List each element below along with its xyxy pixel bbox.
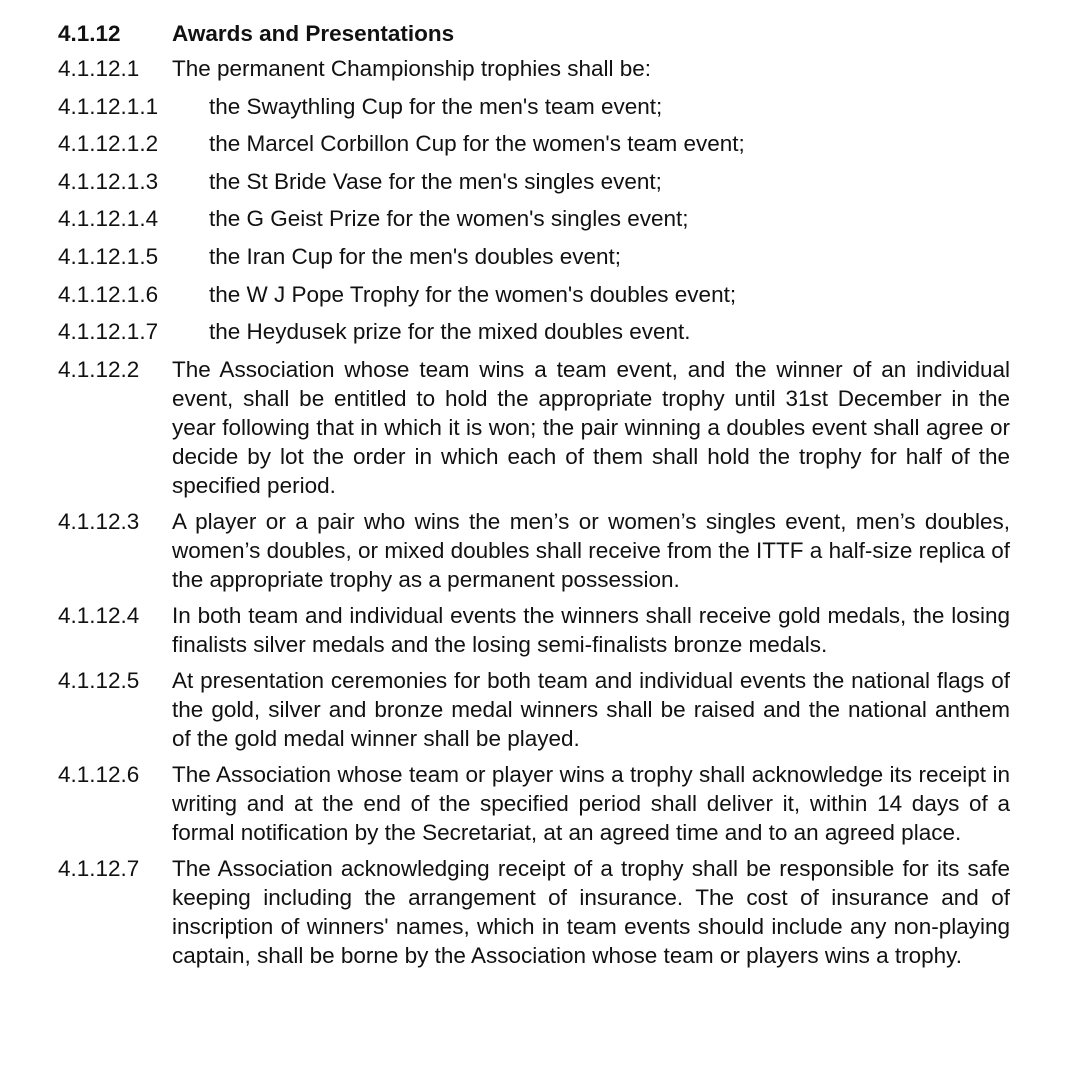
trophy-text: the St Bride Vase for the men's singles event; [209,168,662,194]
trophy-text: the Swaythling Cup for the men's team event; [209,93,663,119]
clause-paragraph [58,507,1010,594]
trophy-item [58,313,1010,351]
clause-number: 4.1.12.7 [58,855,140,881]
trophy-text: the Heydusek prize for the mixed doubles event. [209,319,691,345]
trophy-number: 4.1.12.1.6 [58,281,159,307]
trophy-number: 4.1.12.1.4 [58,206,159,232]
clause-number: 4.1.12.6 [58,761,140,787]
clause-paragraph [58,355,1010,500]
clause-paragraph [58,760,1010,847]
trophy-number: 4.1.12.1.2 [58,131,159,157]
trophy-text: the Marcel Corbillon Cup for the women's team event; [209,131,745,157]
clause-intro [58,50,1010,88]
trophy-number: 4.1.12.1.7 [58,319,159,345]
trophy-item [58,88,1010,126]
trophy-text: the W J Pope Trophy for the women's doubles event; [209,281,737,307]
trophy-text: the Iran Cup for the men's doubles event; [209,243,622,269]
section-title: Awards and Presentations [172,21,455,46]
clause-paragraph [58,854,1010,970]
clause-text: At presentation ceremonies for both team and individual events the national flags of the gold, silver and bronze medal winners shall be raised and the national anthem of the gold medal winner shall be played. [172,667,1010,751]
clause-number: 4.1.12.2 [58,356,140,382]
clause-paragraph [58,666,1010,753]
clause-text: In both team and individual events the winners shall receive gold medals, the losing finalists silver medals and the losing semi-finalists bronze medals. [172,602,1010,657]
trophy-item [58,276,1010,314]
clause-text: The Association whose team or player wins a trophy shall acknowledge its receipt in writing and at the end of the specified period shall deliver it, within 14 days of a formal notification by the Secretariat, at an agreed time and to an agreed place. [172,761,1010,845]
trophy-text: the G Geist Prize for the women's singles event; [209,206,689,232]
clause-text: The Association whose team wins a team event, and the winner of an individual event, shall be entitled to hold the appropriate trophy until 31st December in the year following that in which it is won; the pair winning a doubles event shall agree or decide by lot the order in which each of them shall hold the trophy for half of the specified period. [172,356,1010,498]
section-number: 4.1.12 [58,21,121,46]
clause-text: A player or a pair who wins the men’s or women’s singles event, men’s doubles, women’s doubles, or mixed doubles shall receive from the ITTF a half-size replica of the appropriate trophy as a permanent possession. [172,508,1010,592]
trophy-item [58,163,1010,201]
section-heading [58,18,1010,50]
clause-number: 4.1.12.4 [58,602,140,628]
trophy-item [58,125,1010,163]
clause-number: 4.1.12.5 [58,667,140,693]
rules-document [58,18,1010,970]
trophy-item [58,238,1010,276]
trophy-item [58,200,1010,238]
clause-text: The permanent Championship trophies shall be: [172,56,652,81]
clause-number: 4.1.12.3 [58,508,140,534]
clause-text: The Association acknowledging receipt of a trophy shall be responsible for its safe keeping including the arrangement of insurance. The cost of insurance and of inscription of winners' names, which in team events should include any non-playing captain, shall be borne by the Association whose team or players wins a trophy. [172,855,1010,968]
trophy-number: 4.1.12.1.1 [58,93,159,119]
clause-number: 4.1.12.1 [58,56,140,81]
clause-paragraph [58,601,1010,659]
trophy-number: 4.1.12.1.3 [58,168,159,194]
trophy-number: 4.1.12.1.5 [58,243,159,269]
